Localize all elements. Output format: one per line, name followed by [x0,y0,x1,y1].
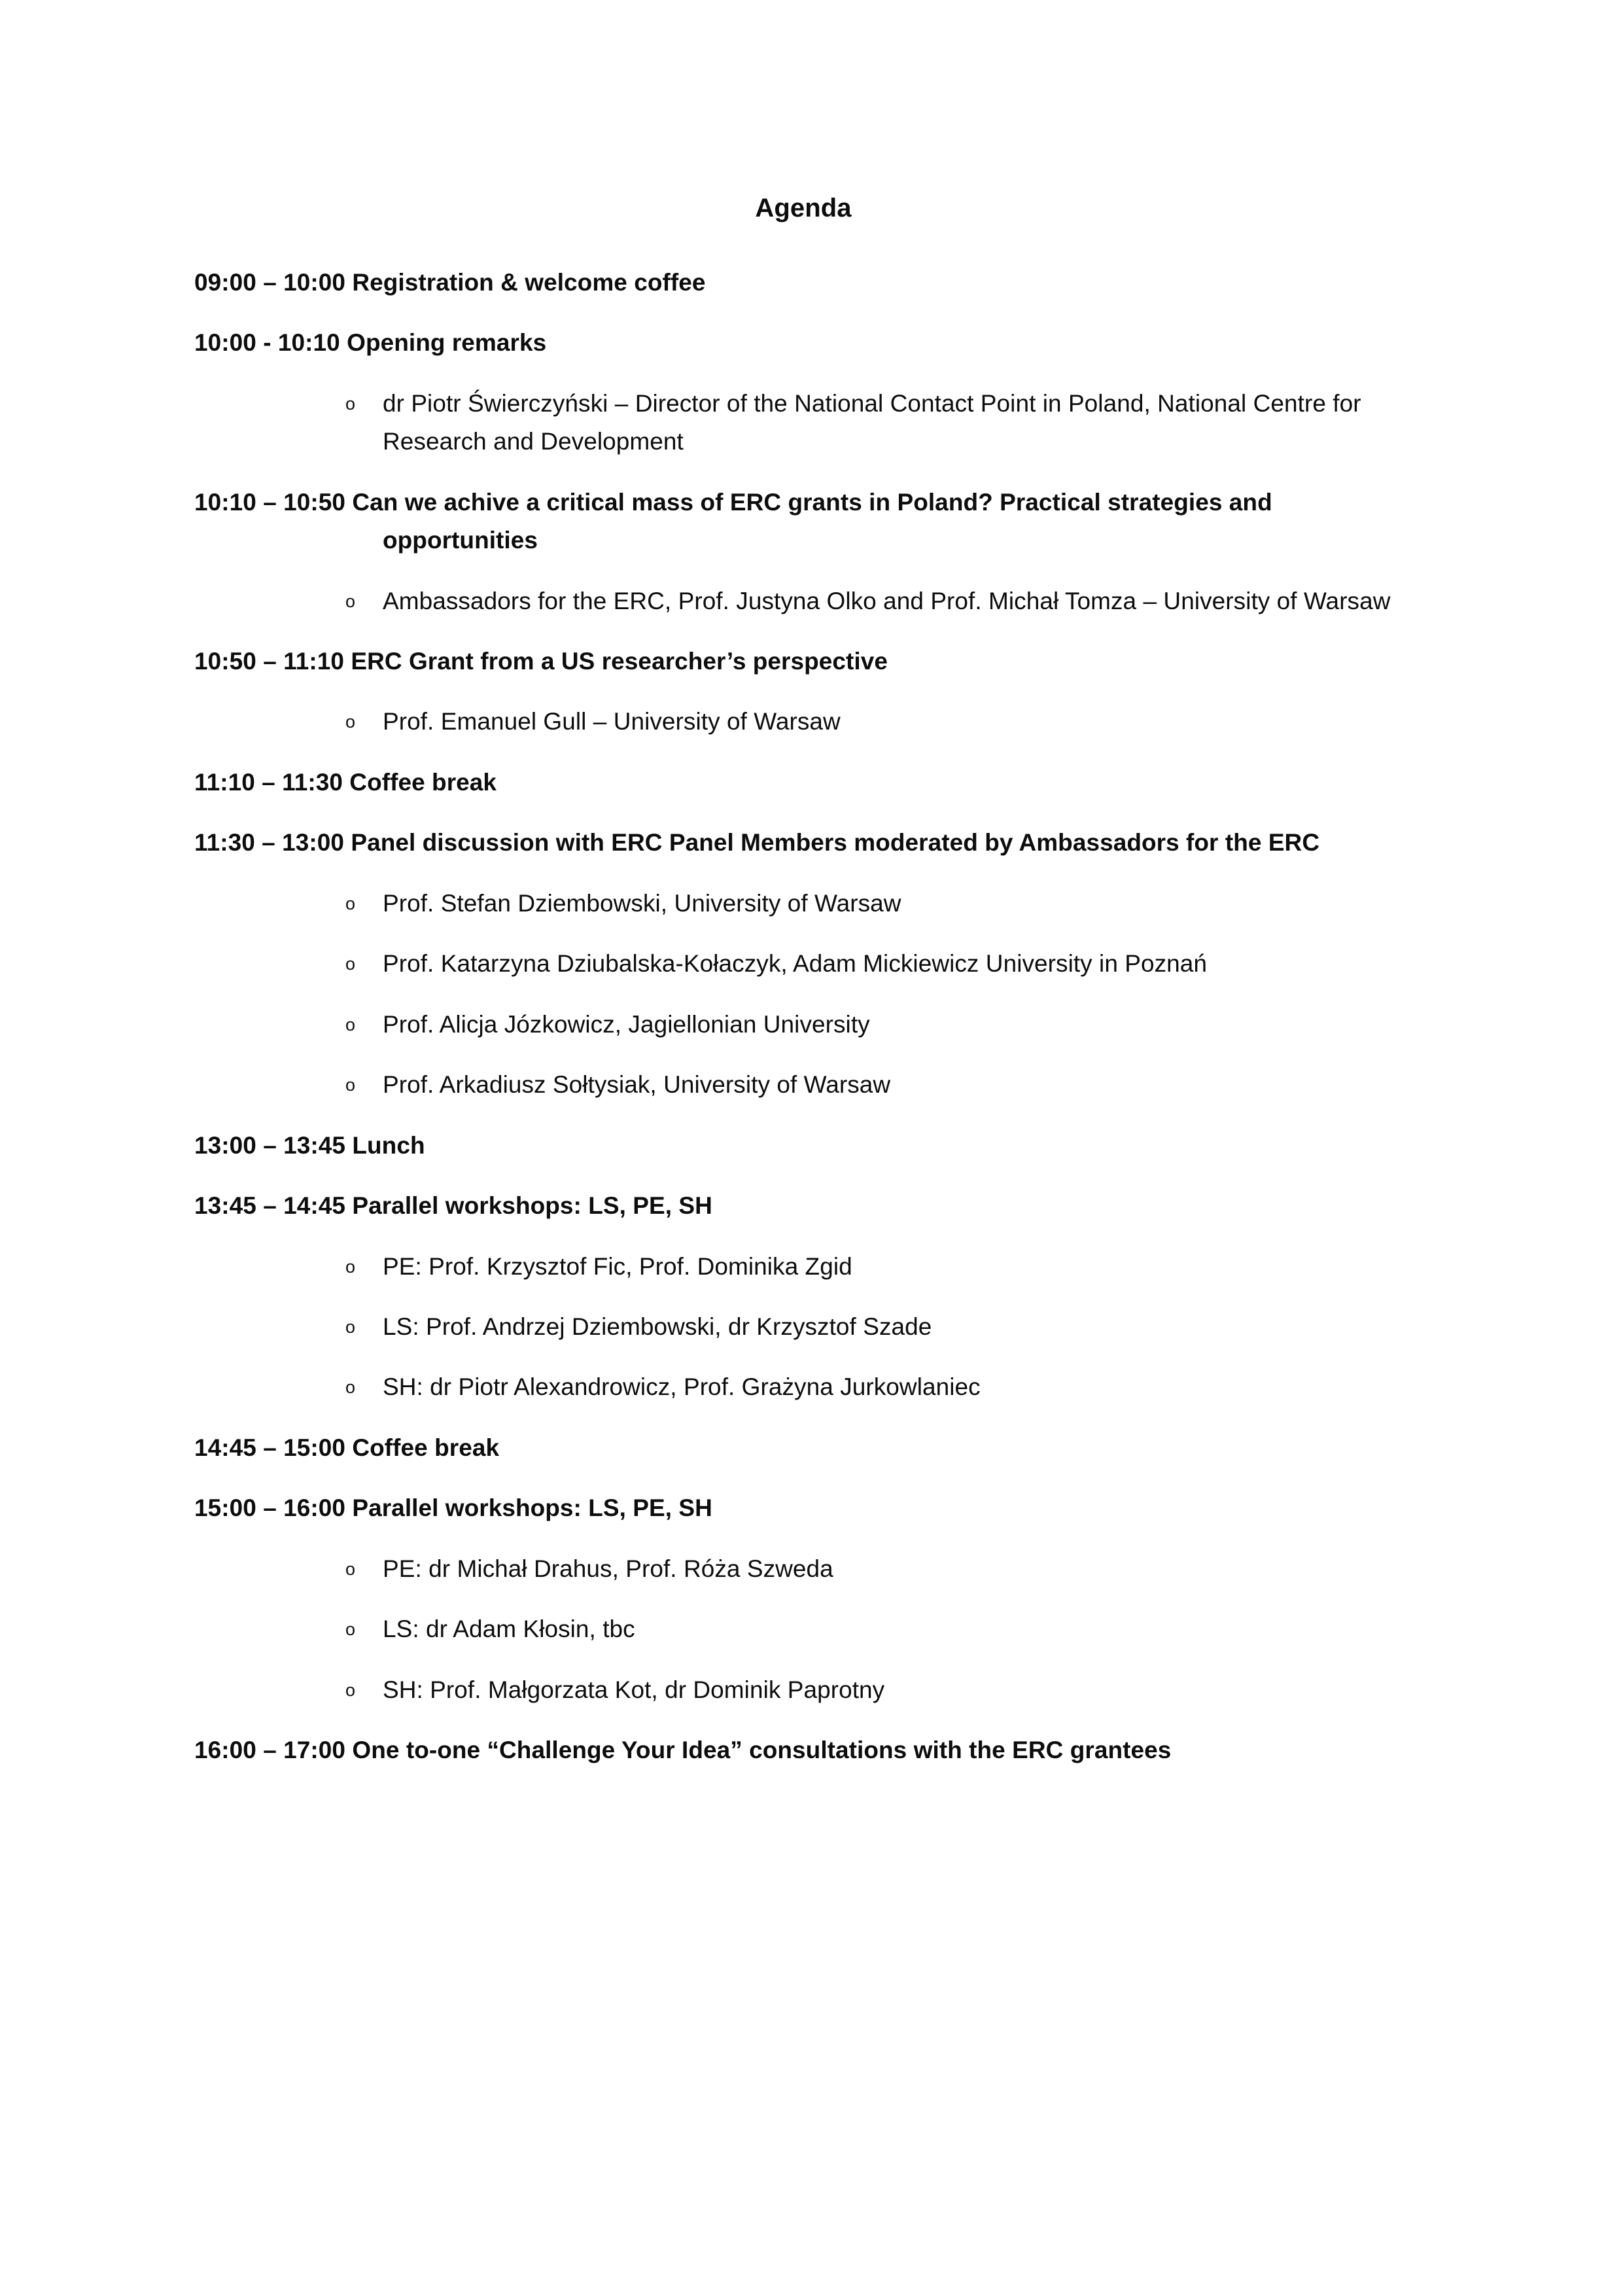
list-item [194,582,1429,620]
slot-heading: 16:00 – 17:00 One to-one “Challenge Your Idea” consultations with the ERC grantees [194,1737,1172,1764]
list-item [194,945,1429,983]
list-item-text: Prof. Katarzyna Dziubalska-Kołaczyk, Adam Mickiewicz University in Poznań [383,950,1208,978]
list-item [194,885,1429,923]
list-item-text: LS: Prof. Andrzej Dziembowski, dr Krzysztof Szade [383,1313,932,1340]
list-item-text: LS: dr Adam Kłosin, tbc [383,1616,635,1643]
list-item [194,1248,1429,1286]
list-item [194,1368,1429,1406]
bullet-marker-icon: o [345,954,356,974]
list-item-text: Prof. Stefan Dziembowski, University of Warsaw [383,889,901,917]
agenda-content [194,190,1429,1770]
slot-heading: 15:00 – 16:00 Parallel workshops: LS, PE, SH [194,1494,712,1522]
slot-heading: 11:10 – 11:30 Coffee break [194,768,497,796]
slot-heading: 13:00 – 13:45 Lunch [194,1131,425,1159]
bullet-marker-icon: o [345,1316,356,1337]
slot-bullet-list [194,703,1429,741]
slot-heading: 10:00 - 10:10 Opening remarks [194,329,547,357]
list-item [194,1308,1429,1346]
bullet-marker-icon: o [345,1377,356,1398]
list-item-text: Prof. Emanuel Gull – University of Warsaw [383,708,841,735]
list-item [194,1550,1429,1588]
list-item-text: PE: dr Michał Drahus, Prof. Róża Szweda [383,1555,833,1582]
list-item [194,1671,1429,1709]
bullet-marker-icon: o [345,1559,356,1579]
bullet-marker-icon: o [345,1075,356,1095]
list-item-text: PE: Prof. Krzysztof Fic, Prof. Dominika Zgid [383,1252,852,1280]
bullet-marker-icon: o [345,591,356,611]
slot-heading: 10:50 – 11:10 ERC Grant from a US researcher’s perspective [194,647,888,675]
list-item [194,703,1429,741]
list-item-text: Prof. Alicja Józkowicz, Jagiellonian University [383,1010,870,1038]
bullet-marker-icon: o [345,393,356,414]
list-item-text: Ambassadors for the ERC, Prof. Justyna Olko and Prof. Michał Tomza – University of Warsaw [383,587,1391,614]
list-item-text: SH: Prof. Małgorzata Kot, dr Dominik Paprotny [383,1676,885,1703]
list-item [194,1066,1429,1104]
slot-bullet-list [194,385,1429,461]
slot-heading: 13:45 – 14:45 Parallel workshops: LS, PE, SH [194,1192,712,1220]
slot-bullet-list [194,885,1429,1104]
slot-heading: 14:45 – 15:00 Coffee break [194,1434,500,1461]
bullet-marker-icon: o [345,1256,356,1277]
list-item-text: dr Piotr Świerczyński – Director of the National Contact Point in Poland, National Centre for Research and Development [383,389,1361,455]
slot-heading: 09:00 – 10:00 Registration & welcome coffee [194,268,706,296]
slot-heading: 11:30 – 13:00 Panel discussion with ERC Panel Members moderated by Ambassadors for the ERC [194,829,1320,857]
list-item-text: Prof. Arkadiusz Sołtysiak, University of Warsaw [383,1071,891,1099]
bullet-marker-icon: o [345,893,356,913]
agenda-schedule [194,264,1429,1770]
list-item-text: SH: dr Piotr Alexandrowicz, Prof. Grażyna Jurkowlaniec [383,1373,981,1401]
list-item [194,1006,1429,1044]
list-item [194,1610,1429,1648]
slot-heading: 10:10 – 10:50 Can we achive a critical mass of ERC grants in Poland? Practical strategies and opportunities [194,488,1272,554]
slot-bullet-list [194,582,1429,620]
bullet-marker-icon: o [345,1619,356,1640]
bullet-marker-icon: o [345,1680,356,1700]
bullet-marker-icon: o [345,1014,356,1034]
list-item [194,385,1429,461]
bullet-marker-icon: o [345,712,356,732]
page-title: Agenda [755,194,852,222]
slot-bullet-list [194,1248,1429,1407]
slot-bullet-list [194,1550,1429,1709]
